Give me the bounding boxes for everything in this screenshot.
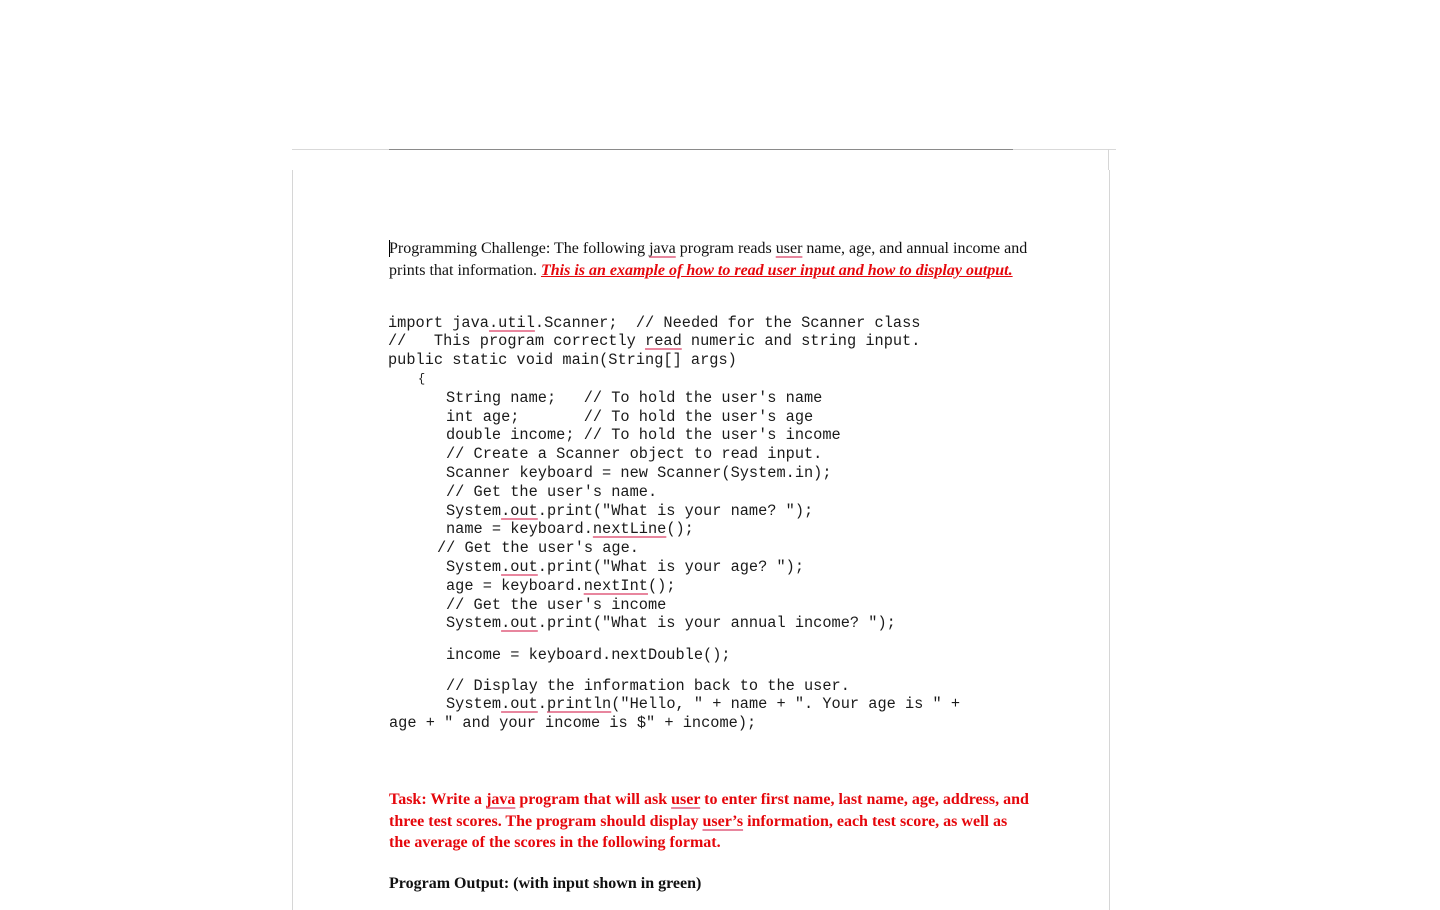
code-line: // Create a Scanner object to read input. [446,445,823,463]
code-text: .print("What is your name? "); [537,502,814,520]
code-text: ("Hello, " + name + ". Your age is " + [611,695,961,713]
code-line: { [418,372,426,386]
spellcheck-word-out[interactable]: .out [501,695,538,713]
code-line [446,558,804,577]
code-text: // This program correctly [388,332,646,350]
spellcheck-word-user[interactable]: user [775,240,803,257]
spellcheck-word-java[interactable]: java [486,791,516,808]
code-line [446,614,896,633]
intro-mid2: name, age, and annual income and prints that information. [389,240,1028,279]
task-prefix: Task: Write a [389,791,487,808]
code-line [388,332,920,351]
code-text: numeric and string input. [681,332,921,350]
intro-prefix: Programming Challenge: The following [389,240,650,257]
code-text: import java [388,314,489,332]
task-mid2: to enter first name, last name, age, address, and three test scores. The program should display [389,791,1029,830]
intro-mid1: program reads [675,240,776,257]
code-line: int age; // To hold the user's age [446,408,814,426]
code-text: System [446,502,502,520]
code-line: age + " and your income is $" + income); [389,714,757,732]
spellcheck-word-java[interactable]: java [649,240,676,257]
code-line [446,695,960,714]
code-text: .Scanner; // Needed for the Scanner class [534,314,921,332]
code-line [446,520,694,539]
code-line: // Get the user's age. [437,539,639,557]
spellcheck-word-nextline[interactable]: nextLine [592,520,667,538]
spellcheck-word-out[interactable]: .out [501,614,538,632]
code-text: name = keyboard. [446,520,593,538]
spellcheck-word-nextint[interactable]: nextInt [583,577,648,595]
spellcheck-word-user[interactable]: user [671,791,701,808]
code-line [446,577,676,596]
code-text: age = keyboard. [446,577,584,595]
task-suffix: information, each test score, as well as the average of the scores in the following format. [389,812,1008,851]
code-block[interactable] [388,314,1088,734]
code-text: System [446,614,502,632]
code-text: System [446,558,502,576]
code-text: (); [666,520,694,538]
code-text: . [537,695,547,713]
code-line: Scanner keyboard = new Scanner(System.in); [446,464,832,482]
spellcheck-word-users[interactable]: user’s [702,812,744,830]
code-line: String name; // To hold the user's name [446,389,823,407]
spellcheck-word-read[interactable]: read [645,332,682,350]
spellcheck-word-println[interactable]: println [546,695,612,713]
spellcheck-word-out[interactable]: .out [501,558,538,576]
spellcheck-word-out[interactable]: .out [501,502,538,520]
program-output-heading: Program Output: (with input shown in green) [389,875,702,892]
code-text: .print("What is your age? "); [537,558,805,576]
task-mid1: program that will ask [515,791,672,808]
code-line [388,314,920,333]
code-line: // Display the information back to the user. [446,677,850,695]
code-text: System [446,695,502,713]
header-margin-rule [389,149,1013,150]
code-line: income = keyboard.nextDouble(); [446,646,731,664]
task-paragraph[interactable] [389,789,1029,854]
code-line: // Get the user's income [446,596,667,614]
code-line: double income; // To hold the user's income [446,426,841,444]
code-text: .print("What is your annual income? "); [537,614,896,632]
intro-emphasis: This is an example of how to read user input and how to display output. [540,261,1013,279]
code-line [446,502,813,521]
spellcheck-word-util[interactable]: .util [488,314,535,332]
intro-paragraph[interactable] [389,238,1029,281]
code-line: // Get the user's name. [446,483,658,501]
code-line: public static void main(String[] args) [388,351,737,369]
page-corner-border [1108,149,1117,170]
code-text: (); [647,577,676,595]
